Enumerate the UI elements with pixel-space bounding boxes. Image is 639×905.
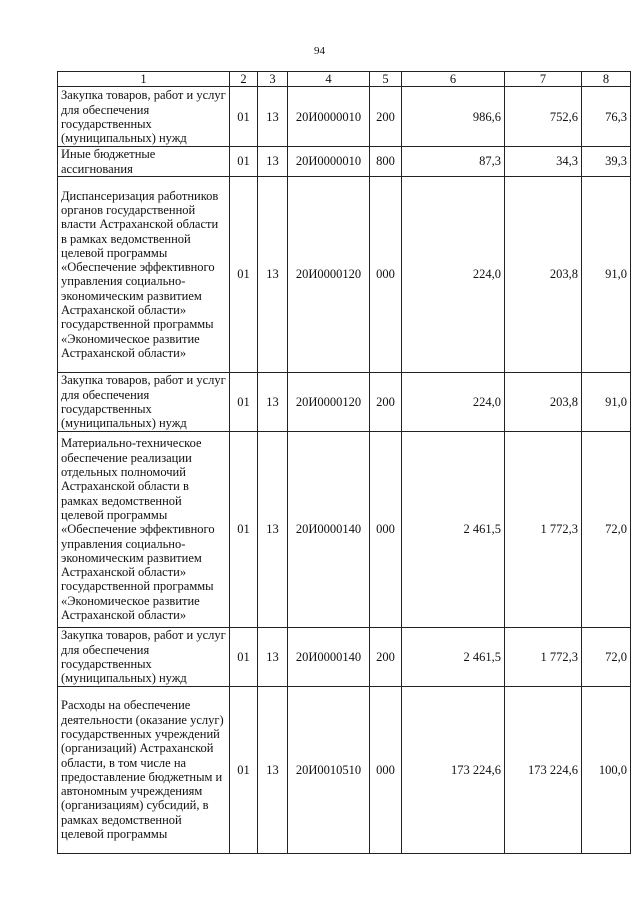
row-col-5: 800 <box>370 147 402 177</box>
row-col-8: 76,3 <box>582 87 631 147</box>
row-name: Закупка товаров, работ и услуг для обеспечения государственных (муниципальных) нужд <box>58 372 230 431</box>
row-col-7: 173 224,6 <box>505 686 582 853</box>
row-col-4: 20И0010510 <box>288 686 370 853</box>
row-col-2: 01 <box>230 147 258 177</box>
header-cell-3: 3 <box>258 72 288 87</box>
row-col-5: 000 <box>370 431 402 627</box>
row-col-7: 203,8 <box>505 372 582 431</box>
row-col-8: 100,0 <box>582 686 631 853</box>
header-cell-6: 6 <box>402 72 505 87</box>
row-col-3: 13 <box>258 627 288 686</box>
row-col-8: 72,0 <box>582 627 631 686</box>
budget-table <box>57 71 631 854</box>
row-col-6: 2 461,5 <box>402 627 505 686</box>
row-col-6: 87,3 <box>402 147 505 177</box>
row-col-2: 01 <box>230 87 258 147</box>
row-col-8: 72,0 <box>582 431 631 627</box>
row-name: Расходы на обеспечение деятельности (оказание услуг) государственных учреждений (организаций) Астраханской области, в том числе на предоставление бюджетным и автономным учреждениям (организациям) субсидий, в рамках ведомственной целевой программы <box>58 686 230 853</box>
page-number: 94 <box>314 45 325 57</box>
header-cell-1: 1 <box>58 72 230 87</box>
row-col-4: 20И0000010 <box>288 147 370 177</box>
row-col-6: 224,0 <box>402 176 505 372</box>
row-col-3: 13 <box>258 87 288 147</box>
row-col-2: 01 <box>230 686 258 853</box>
row-col-7: 752,6 <box>505 87 582 147</box>
row-col-3: 13 <box>258 147 288 177</box>
row-col-3: 13 <box>258 176 288 372</box>
table-row <box>58 372 631 431</box>
row-name: Диспансеризация работников органов государственной власти Астраханской области в рамках ведомственной целевой программы «Обеспечение эффективного управления социально-экономическим развитием Астраханской области» государственной программы «Экономическое развитие Астраханской области» <box>58 176 230 372</box>
row-col-7: 1 772,3 <box>505 431 582 627</box>
row-col-5: 200 <box>370 627 402 686</box>
table-row <box>58 176 631 372</box>
row-col-4: 20И0000140 <box>288 627 370 686</box>
header-cell-2: 2 <box>230 72 258 87</box>
row-col-2: 01 <box>230 431 258 627</box>
row-col-5: 200 <box>370 372 402 431</box>
row-col-5: 000 <box>370 176 402 372</box>
row-col-3: 13 <box>258 686 288 853</box>
table-row <box>58 431 631 627</box>
header-cell-4: 4 <box>288 72 370 87</box>
row-col-7: 1 772,3 <box>505 627 582 686</box>
row-col-8: 91,0 <box>582 176 631 372</box>
row-col-4: 20И0000140 <box>288 431 370 627</box>
row-col-6: 224,0 <box>402 372 505 431</box>
table-row <box>58 686 631 853</box>
header-cell-5: 5 <box>370 72 402 87</box>
row-col-3: 13 <box>258 431 288 627</box>
table-row <box>58 147 631 177</box>
row-col-4: 20И0000120 <box>288 372 370 431</box>
header-row <box>58 72 631 87</box>
row-col-7: 203,8 <box>505 176 582 372</box>
table-row <box>58 627 631 686</box>
header-cell-8: 8 <box>582 72 631 87</box>
row-col-8: 91,0 <box>582 372 631 431</box>
row-col-3: 13 <box>258 372 288 431</box>
row-col-2: 01 <box>230 372 258 431</box>
row-col-2: 01 <box>230 627 258 686</box>
row-col-6: 173 224,6 <box>402 686 505 853</box>
row-name: Материально-техническое обеспечение реализации отдельных полномочий Астраханской области в рамках ведомственной целевой программы «Обеспечение эффективного управления социально-экономическим развитием Астраханской области» государственной программы «Экономическое развитие Астраханской области» <box>58 431 230 627</box>
row-name: Закупка товаров, работ и услуг для обеспечения государственных (муниципальных) нужд <box>58 627 230 686</box>
row-col-8: 39,3 <box>582 147 631 177</box>
header-cell-7: 7 <box>505 72 582 87</box>
row-col-5: 000 <box>370 686 402 853</box>
row-col-6: 2 461,5 <box>402 431 505 627</box>
row-col-4: 20И0000120 <box>288 176 370 372</box>
row-col-2: 01 <box>230 176 258 372</box>
row-col-4: 20И0000010 <box>288 87 370 147</box>
row-col-5: 200 <box>370 87 402 147</box>
row-name: Иные бюджетные ассигнования <box>58 147 230 177</box>
row-name: Закупка товаров, работ и услуг для обеспечения государственных (муниципальных) нужд <box>58 87 230 147</box>
row-col-7: 34,3 <box>505 147 582 177</box>
table-row <box>58 87 631 147</box>
row-col-6: 986,6 <box>402 87 505 147</box>
